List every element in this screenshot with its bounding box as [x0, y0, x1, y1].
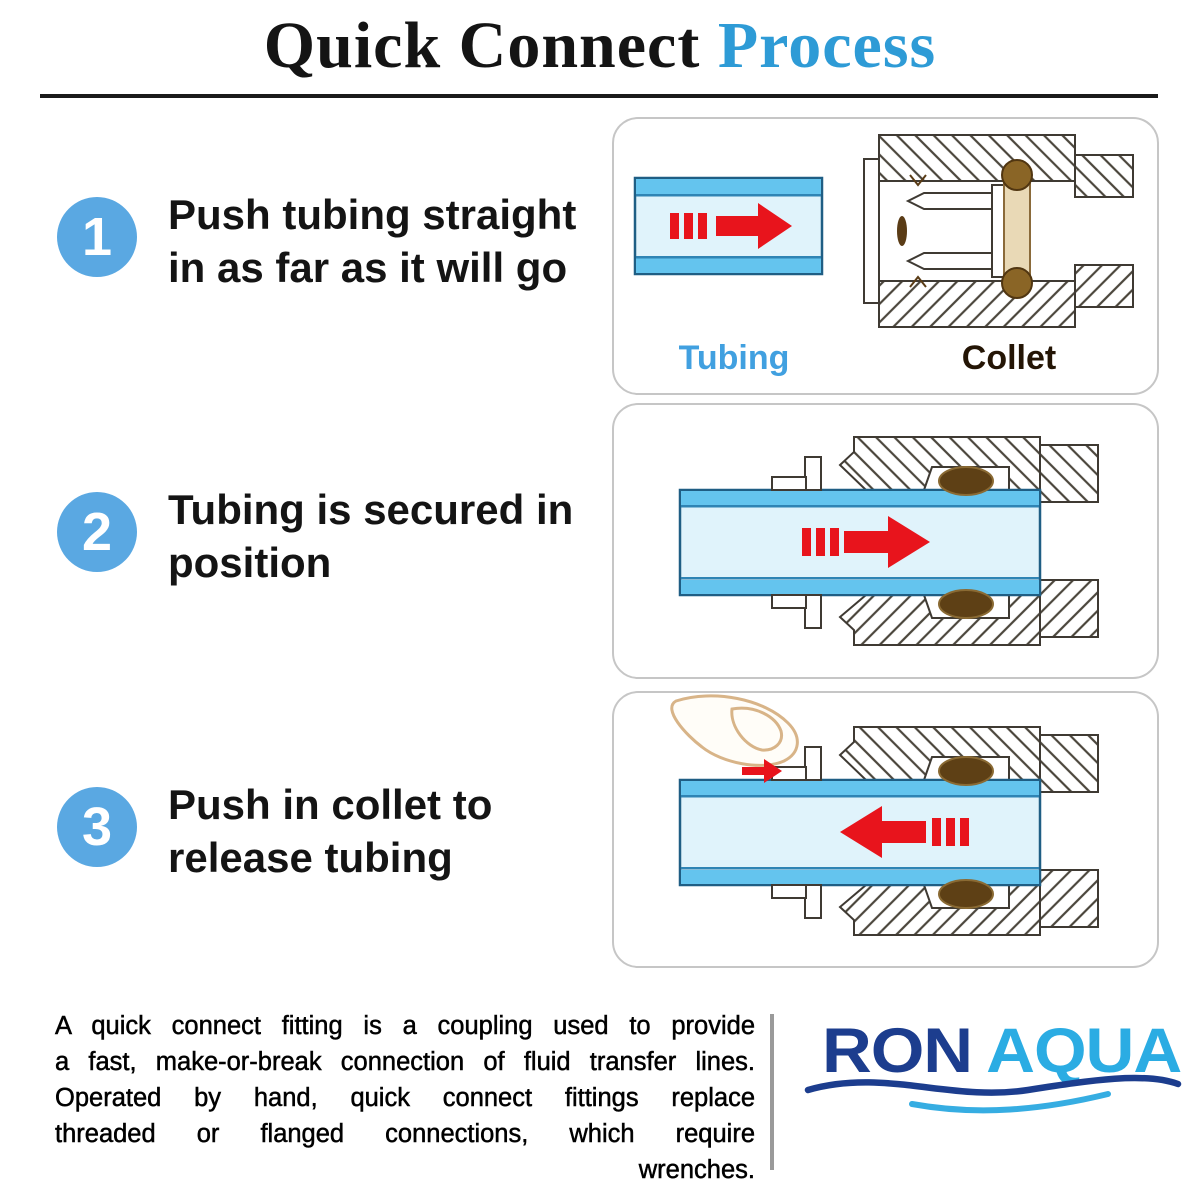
step3-illustration [614, 693, 1157, 966]
step1-text [168, 188, 608, 294]
oring [1002, 160, 1032, 298]
footer-divider [770, 1014, 774, 1170]
step1-number: 1 [81, 207, 113, 267]
logo-part-ron: RON [822, 1016, 972, 1086]
step2-illustration [614, 405, 1157, 677]
collet-fingers [897, 175, 1006, 287]
step3-number: 3 [81, 797, 113, 857]
step2-text [168, 483, 608, 589]
footer-line: threaded or flanged connections, which require [55, 1120, 755, 1148]
footer-description [55, 1008, 755, 1188]
step3-number-badge [57, 787, 137, 867]
logo-wave-cyan [912, 1094, 1108, 1110]
panel-step1 [612, 117, 1159, 395]
step1-number-badge [57, 197, 137, 277]
title-main: Quick Connect [263, 9, 718, 82]
finger-icon [672, 696, 798, 765]
step2-number-badge [57, 492, 137, 572]
page-title [0, 8, 1200, 84]
step1-line1: Push tubing straight [168, 191, 577, 238]
footer-line: wrenches. [638, 1156, 755, 1184]
step2-line1: Tubing is secured in [168, 486, 574, 533]
tubing-label: Tubing [678, 339, 790, 377]
step3-line1: Push in collet to [168, 781, 493, 828]
footer-line: Operated by hand, quick connect fittings replace [55, 1084, 755, 1112]
ronaqua-logo [800, 1016, 1190, 1166]
collet-label: Collet [961, 339, 1057, 377]
panel-step3 [612, 691, 1159, 968]
step2-line2: position [168, 539, 332, 586]
title-accent: Process [717, 9, 937, 82]
footer-line: A quick connect fitting is a coupling used to provide [55, 1012, 755, 1040]
panel-step2 [612, 403, 1159, 679]
title-rule [40, 94, 1158, 98]
step3-text [168, 778, 608, 884]
footer-line: a fast, make-or-break connection of fluid transfer lines. [55, 1048, 755, 1076]
logo-part-aqua: AQUA [986, 1016, 1182, 1086]
step1-line2: in as far as it will go [168, 244, 568, 291]
step2-number: 2 [81, 502, 113, 562]
step3-line2: release tubing [168, 834, 453, 881]
tubing-piece [635, 178, 822, 274]
